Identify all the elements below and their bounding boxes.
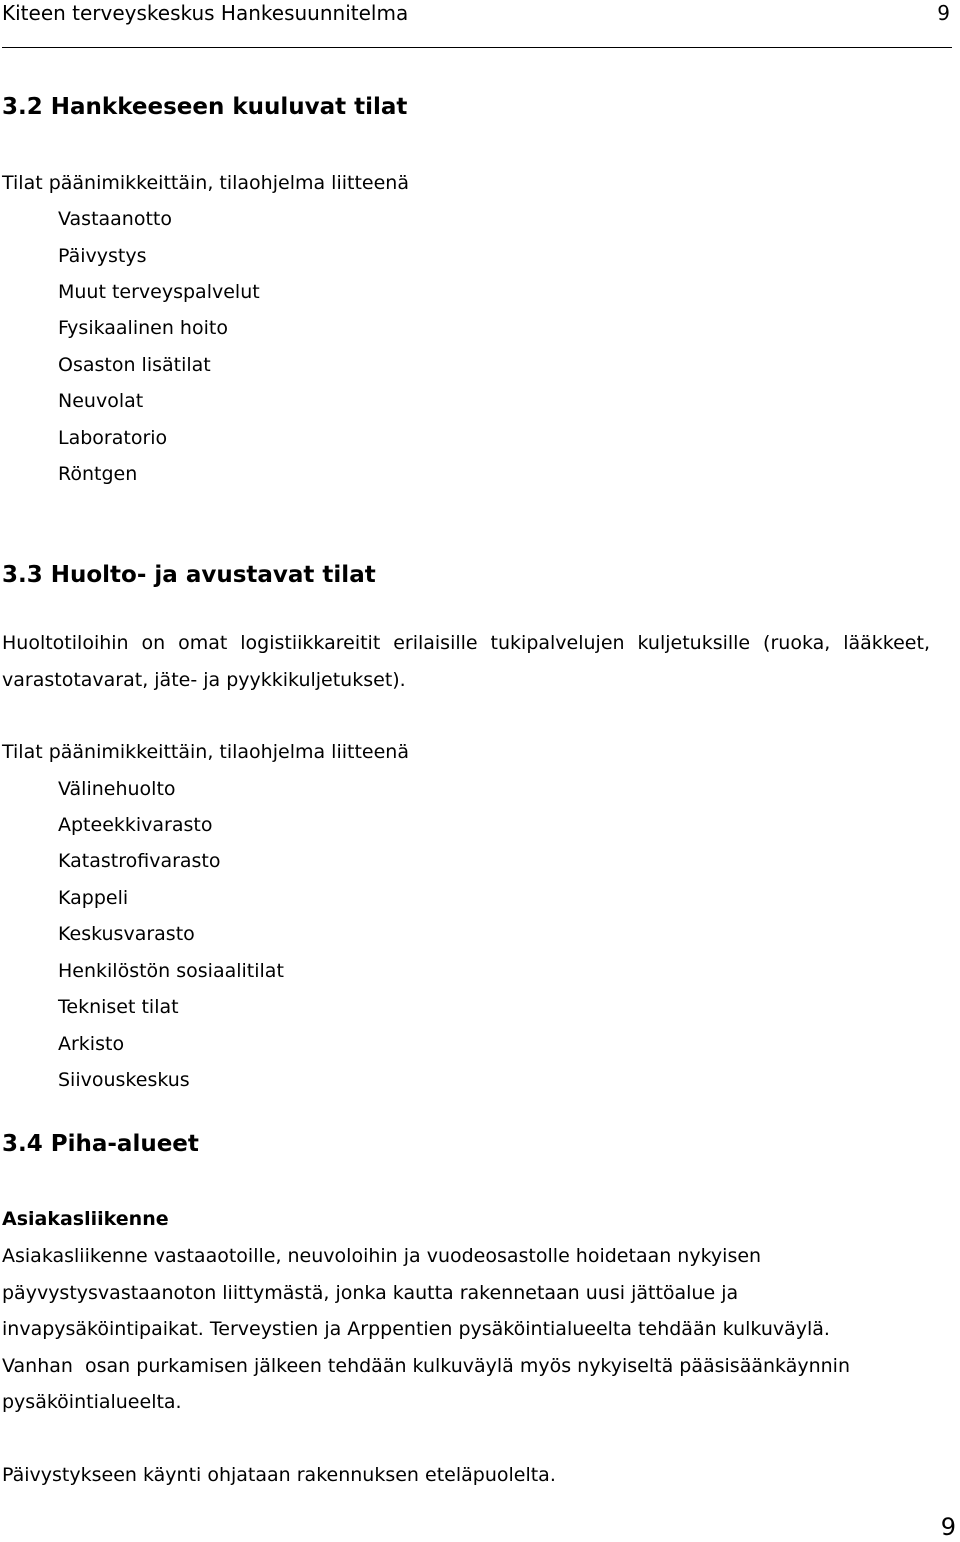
list-item: Henkilöstön sosiaalitilat xyxy=(58,960,284,982)
list-item: Päivystys xyxy=(58,245,147,267)
list-item: Fysikaalinen hoito xyxy=(58,317,228,339)
footer-page-number: 9 xyxy=(940,1513,956,1541)
list-item: Laboratorio xyxy=(58,427,168,449)
header-divider xyxy=(2,47,952,48)
paragraph-line: Asiakasliikenne vastaaotoille, neuvoloihin ja vuodeosastolle hoidetaan nykyisen xyxy=(2,1245,762,1267)
list-item: Arkisto xyxy=(58,1033,125,1055)
section-3-3-paragraph-line: varastotavarat, jäte- ja pyykkikuljetukset). xyxy=(2,669,406,691)
section-heading-3-2: 3.2 Hankkeeseen kuuluvat tilat xyxy=(2,94,408,120)
section-3-3-intro: Tilat päänimikkeittäin, tilaohjelma liitteenä xyxy=(2,741,409,763)
paragraph-line: pysäköintialueelta. xyxy=(2,1391,182,1413)
header-page-number: 9 xyxy=(937,1,950,25)
list-item: Siivouskeskus xyxy=(58,1069,190,1091)
closing-paragraph: Päivystykseen käynti ohjataan rakennuksen eteläpuolelta. xyxy=(2,1464,556,1486)
list-item: Välinehuolto xyxy=(58,778,176,800)
list-item: Apteekkivarasto xyxy=(58,814,213,836)
section-3-3-paragraph-line: Huoltotiloihin on omat logistiikkareitit erilaisille tukipalvelujen kuljetuksille (ruoka, lääkkeet, xyxy=(2,632,930,654)
paragraph-line: Vanhan osan purkamisen jälkeen tehdään kulkuväylä myös nykyiseltä pääsisäänkäynnin xyxy=(2,1355,850,1377)
list-item: Vastaanotto xyxy=(58,208,172,230)
list-item: Katastrofivarasto xyxy=(58,850,221,872)
document-header-title: Kiteen terveyskeskus Hankesuunnitelma xyxy=(2,1,409,25)
list-item: Kappeli xyxy=(58,887,129,909)
list-item: Muut terveyspalvelut xyxy=(58,281,260,303)
section-3-2-intro: Tilat päänimikkeittäin, tilaohjelma liitteenä xyxy=(2,172,409,194)
list-item: Röntgen xyxy=(58,463,138,485)
list-item: Osaston lisätilat xyxy=(58,354,211,376)
list-item: Keskusvarasto xyxy=(58,923,195,945)
subheading-asiakasliikenne: Asiakasliikenne xyxy=(2,1208,169,1230)
list-item: Tekniset tilat xyxy=(58,996,179,1018)
list-item: Neuvolat xyxy=(58,390,144,412)
section-heading-3-3: 3.3 Huolto- ja avustavat tilat xyxy=(2,562,376,588)
section-heading-3-4: 3.4 Piha-alueet xyxy=(2,1131,199,1157)
paragraph-line: invapysäköintipaikat. Terveystien ja Arppentien pysäköintialueelta tehdään kulkuväylä. xyxy=(2,1318,830,1340)
paragraph-line: päyvystysvastaanoton liittymästä, jonka kautta rakennetaan uusi jättöalue ja xyxy=(2,1282,739,1304)
